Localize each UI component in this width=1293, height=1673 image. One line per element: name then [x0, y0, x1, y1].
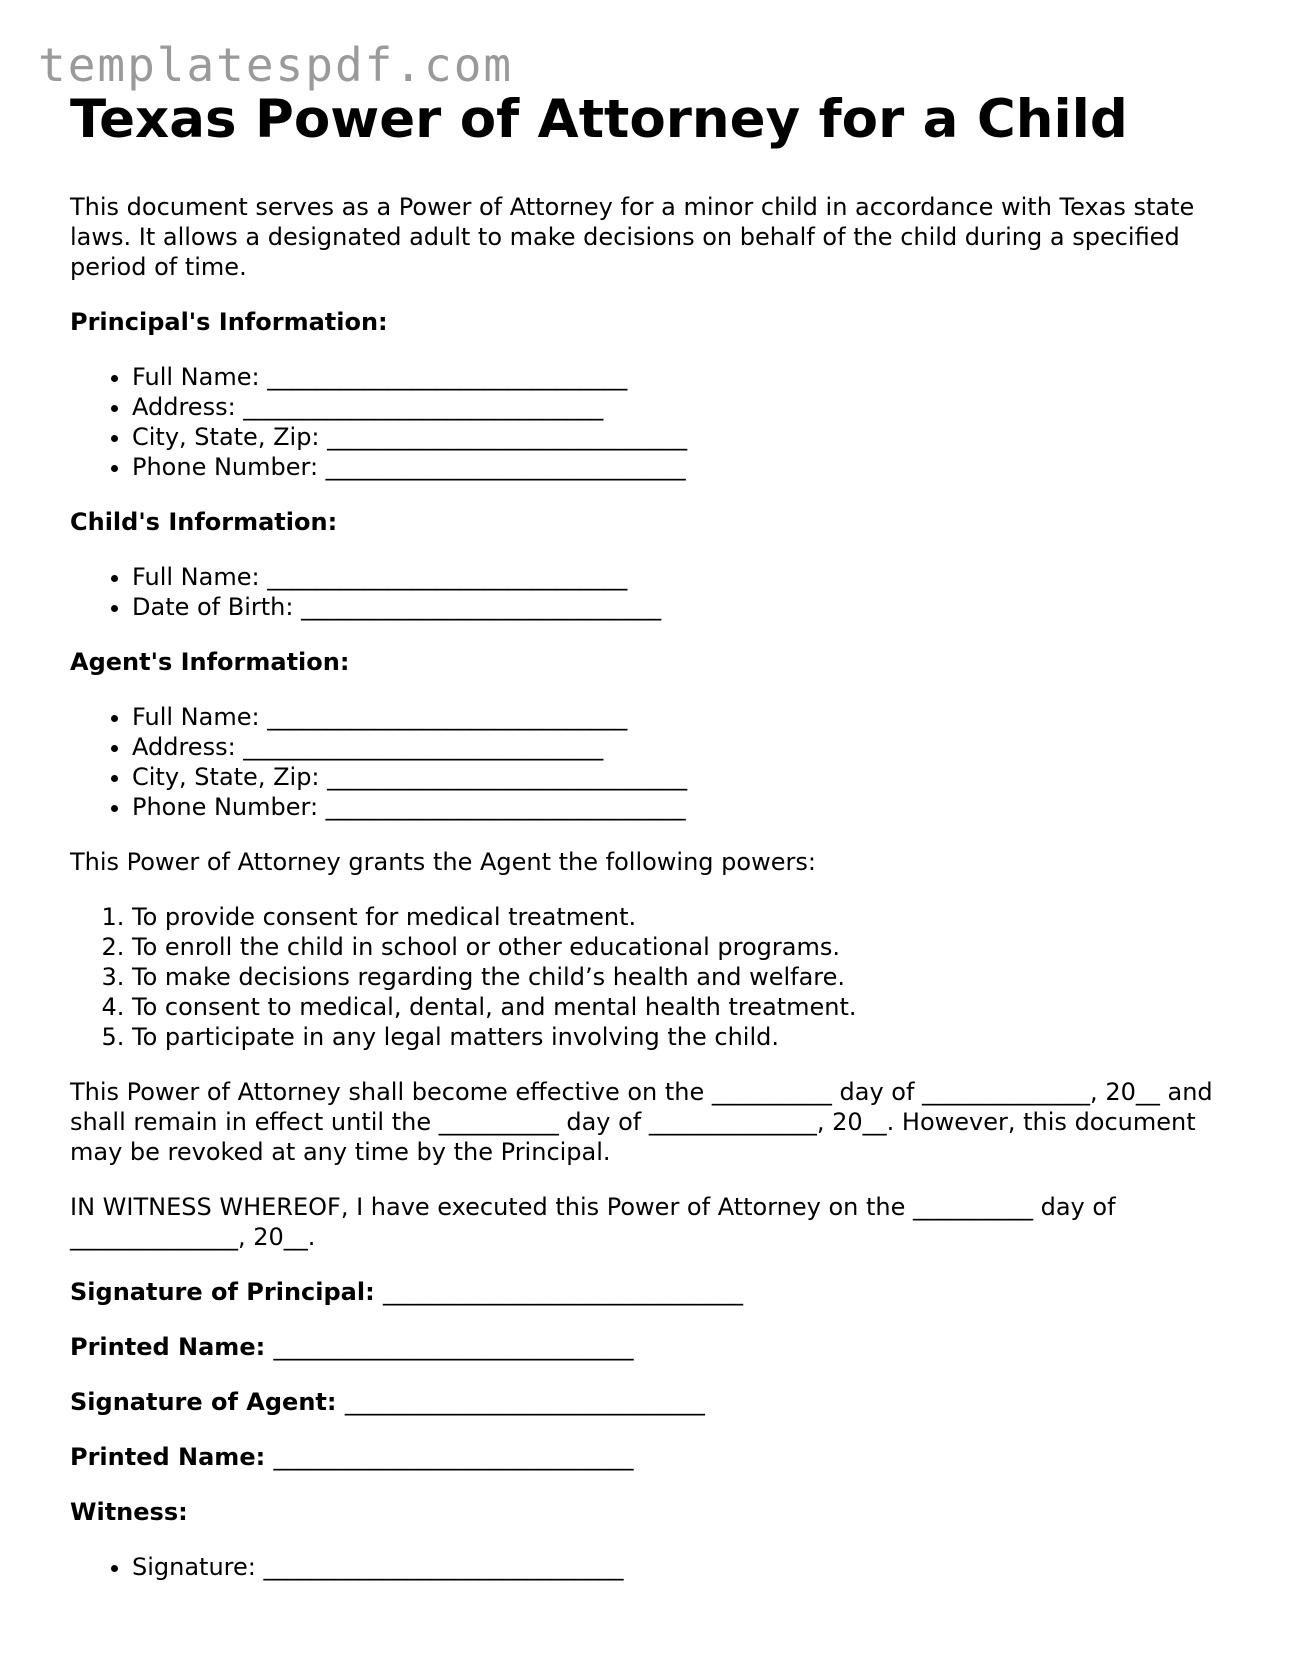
agent-full-name-field[interactable]: • Full Name: ______________________________	[132, 702, 1240, 732]
agent-signature-blank[interactable]: ______________________________	[344, 1388, 705, 1416]
principal-address-field[interactable]: • Address: ______________________________	[132, 392, 1240, 422]
agent-fields	[70, 702, 1240, 822]
child-date-of-birth-field[interactable]: • Date of Birth: ______________________________	[132, 592, 1240, 622]
agent-heading: Agent's Information:	[70, 648, 350, 676]
power-item: 1. To provide consent for medical treatment.	[132, 902, 1240, 932]
principal-heading: Principal's Information:	[70, 308, 388, 336]
witness-signature-field[interactable]: • Signature: ______________________________	[132, 1552, 1240, 1582]
agent-city-state-zip-field[interactable]: • City, State, Zip: ______________________________	[132, 762, 1240, 792]
witness-fields	[70, 1552, 1240, 1582]
agent-signature-line[interactable]	[70, 1387, 1240, 1417]
page-title: Texas Power of Attorney for a Child	[70, 89, 1128, 150]
intro-paragraph: This document serves as a Power of Attorney for a minor child in accordance with Texas state laws. It allows a designated adult to make decisions on behalf of the child during a specified period of time.	[70, 193, 1195, 281]
agent-address-field[interactable]: • Address: ______________________________	[132, 732, 1240, 762]
powers-list	[70, 902, 1240, 1052]
principal-printed-name-blank[interactable]: ______________________________	[273, 1333, 634, 1361]
principal-signature-blank[interactable]: ______________________________	[383, 1278, 744, 1306]
agent-printed-name-label: Printed Name:	[70, 1443, 266, 1471]
power-item: 4. To consent to medical, dental, and mental health treatment.	[132, 992, 1240, 1022]
power-item: 2. To enroll the child in school or other educational programs.	[132, 932, 1240, 962]
principal-full-name-field[interactable]: • Full Name: ______________________________	[132, 362, 1240, 392]
principal-phone-field[interactable]: • Phone Number: ______________________________	[132, 452, 1240, 482]
power-item: 3. To make decisions regarding the child’s health and welfare.	[132, 962, 1240, 992]
witness-heading: Witness:	[70, 1498, 188, 1526]
child-fields	[70, 562, 1240, 622]
principal-printed-name-label: Printed Name:	[70, 1333, 266, 1361]
watermark: templatespdf.com	[38, 38, 514, 92]
principal-fields	[70, 362, 1240, 482]
agent-signature-label: Signature of Agent:	[70, 1388, 337, 1416]
effective-period-paragraph: This Power of Attorney shall become effective on the __________ day of ______________, 20__ and shall remain in effect until the __________ day of ______________, 20__. However, this document may be revoked at any time by the Principal.	[70, 1078, 1213, 1166]
agent-printed-name-blank[interactable]: ______________________________	[273, 1443, 634, 1471]
agent-printed-name-line[interactable]	[70, 1442, 1240, 1472]
witness-statement: IN WITNESS WHEREOF, I have executed this Power of Attorney on the __________ day of ______________, 20__.	[70, 1193, 1116, 1251]
principal-signature-line[interactable]	[70, 1277, 1240, 1307]
agent-phone-field[interactable]: • Phone Number: ______________________________	[132, 792, 1240, 822]
powers-intro: This Power of Attorney grants the Agent the following powers:	[70, 848, 816, 876]
power-item: 5. To participate in any legal matters involving the child.	[132, 1022, 1240, 1052]
child-heading: Child's Information:	[70, 508, 338, 536]
principal-printed-name-line[interactable]	[70, 1332, 1240, 1362]
child-full-name-field[interactable]: • Full Name: ______________________________	[132, 562, 1240, 592]
principal-signature-label: Signature of Principal:	[70, 1278, 375, 1306]
principal-city-state-zip-field[interactable]: • City, State, Zip: ______________________________	[132, 422, 1240, 452]
document-page	[70, 88, 1240, 1582]
